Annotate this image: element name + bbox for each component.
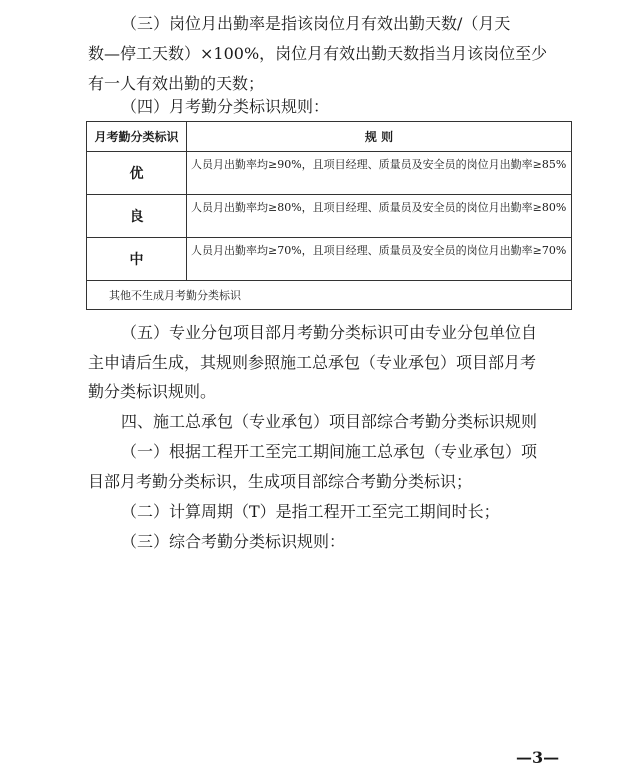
paragraph-line: （三）岗位月出勤率是指该岗位月有效出勤天数/（月天 — [121, 14, 511, 33]
table-row — [87, 195, 572, 238]
grade-cell: 优 — [87, 152, 187, 195]
grade-cell: 良 — [87, 195, 187, 238]
rule-cell: 人员月出勤率均≥80%，且项目经理、质量员及安全员的岗位月出勤率≥80% — [187, 195, 572, 238]
paragraph-line: 勤分类标识规则。 — [88, 382, 217, 401]
paragraph-line: （二）计算周期（T）是指工程开工至完工期间时长； — [121, 502, 500, 521]
paragraph-line: 数—停工天数）×100%，岗位月有效出勤天数指当月该岗位至少 — [88, 44, 548, 63]
paragraph-line: 有一人有效出勤的天数； — [88, 74, 265, 93]
paragraph-line: 目部月考勤分类标识，生成项目部综合考勤分类标识； — [88, 472, 473, 491]
column-header-grade: 月考勤分类标识 — [87, 122, 187, 152]
table-row — [87, 152, 572, 195]
page-number: —3— — [516, 748, 560, 767]
paragraph-line: （五）专业分包项目部月考勤分类标识可由专业分包单位自 — [121, 323, 538, 342]
rule-cell: 人员月出勤率均≥90%，且项目经理、质量员及安全员的岗位月出勤率≥85% — [187, 152, 572, 195]
column-header-rule: 规 则 — [187, 122, 572, 152]
paragraph-line: （三）综合考勤分类标识规则： — [121, 532, 346, 551]
table-note: 其他不生成月考勤分类标识 — [87, 281, 572, 310]
grade-cell: 中 — [87, 238, 187, 281]
table-row — [87, 238, 572, 281]
attendance-classification-table — [86, 121, 572, 310]
paragraph-line: （一）根据工程开工至完工期间施工总承包（专业承包）项 — [121, 442, 538, 461]
paragraph-line: 主申请后生成，其规则参照施工总承包（专业承包）项目部月考 — [88, 353, 537, 372]
section-heading: （四）月考勤分类标识规则： — [121, 97, 330, 116]
section-heading: 四、施工总承包（专业承包）项目部综合考勤分类标识规则 — [121, 412, 538, 431]
table-note-row — [87, 281, 572, 310]
table-header-row — [87, 122, 572, 152]
rule-cell: 人员月出勤率均≥70%，且项目经理、质量员及安全员的岗位月出勤率≥70% — [187, 238, 572, 281]
